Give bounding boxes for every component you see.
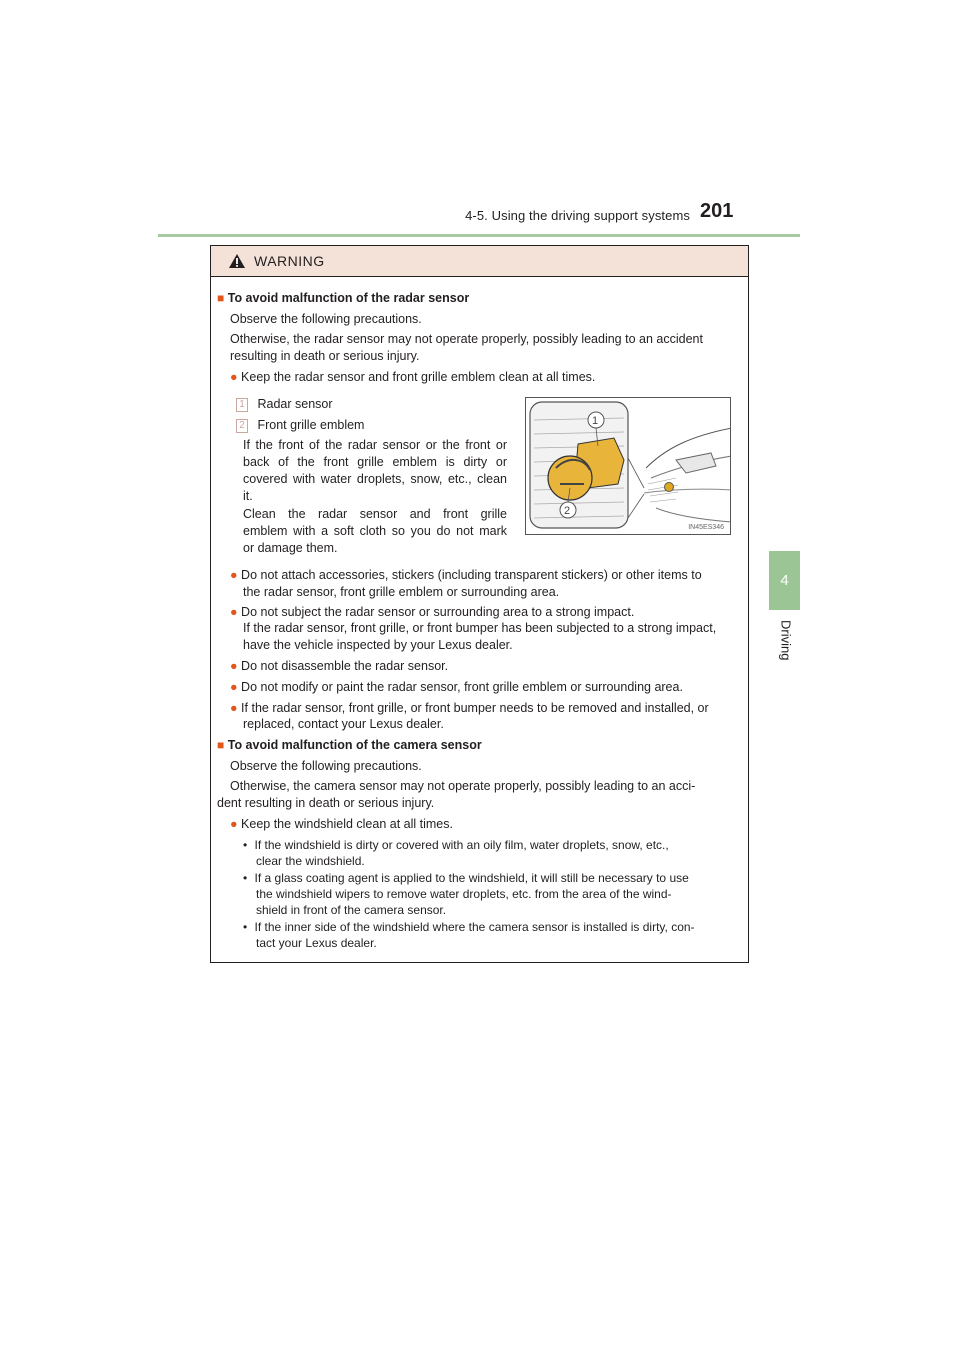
camera-intro-2a: Otherwise, the camera sensor may not operate properly, possibly leading to an acci-: [230, 779, 696, 793]
section-title: 4-5. Using the driving support systems: [465, 208, 690, 223]
camera-keep-clean: ● Keep the windshield clean at all times.: [230, 817, 453, 831]
round-bullet-icon: ●: [230, 659, 238, 673]
radar-sensor-illustration: [526, 398, 731, 535]
radar-intro-1: Observe the following precautions.: [230, 312, 422, 326]
header-divider: [158, 234, 800, 237]
sub-bullet-icon: •: [243, 838, 248, 852]
camera-sub-3: • If the inner side of the windshield where the camera sensor is installed is dirty, con-: [243, 920, 695, 934]
radar-bullet-4: ● Do not modify or paint the radar sensor, front grille emblem or surrounding area.: [230, 680, 683, 694]
figure-label-1: 1: [592, 415, 599, 427]
camera-sub-2: • If a glass coating agent is applied to the windshield, it will still be necessary to use: [243, 871, 689, 885]
radar-bullet-5: ● If the radar sensor, front grille, or front bumper needs to be removed and installed, or: [230, 701, 709, 715]
clean-line-2: emblem with a soft cloth so you do not mark: [243, 524, 507, 538]
radar-bullet-1: ● Do not attach accessories, stickers (including transparent stickers) or other items to: [230, 568, 702, 582]
dirty-line-3: covered with water droplets, snow, etc., clean: [243, 472, 507, 486]
round-bullet-icon: ●: [230, 817, 238, 831]
radar-bullet-1-cont: the radar sensor, front grille emblem or surrounding area.: [243, 585, 560, 599]
chapter-tab[interactable]: 4: [769, 551, 800, 610]
clean-line-1: Clean the radar sensor and front grille: [243, 507, 507, 521]
figure-label-2: 2: [564, 505, 571, 517]
round-bullet-icon: ●: [230, 605, 238, 619]
square-bullet-icon: ■: [217, 738, 225, 752]
callout-radar-sensor: 1 Radar sensor: [236, 396, 333, 413]
clean-line-3: or damage them.: [243, 541, 338, 555]
round-bullet-icon: ●: [230, 370, 238, 384]
camera-intro-2b: dent resulting in death or serious injury.: [217, 796, 435, 810]
radar-sensor-figure: [525, 397, 731, 535]
camera-sub-1: • If the windshield is dirty or covered with an oily film, water droplets, snow, etc.,: [243, 838, 669, 852]
round-bullet-icon: ●: [230, 701, 238, 715]
warning-title: WARNING: [254, 253, 325, 269]
chapter-label: Driving: [778, 620, 794, 661]
radar-intro-2b: resulting in death or serious injury.: [230, 349, 420, 363]
callout-front-grille-emblem: 2 Front grille emblem: [236, 417, 364, 434]
dirty-line-2: back of the front grille emblem is dirty or: [243, 455, 507, 469]
figure-code: IN45ES346: [688, 524, 724, 531]
radar-bullet-2-cont-2: have the vehicle inspected by your Lexus dealer.: [243, 638, 513, 652]
radar-intro-2a: Otherwise, the radar sensor may not operate properly, possibly leading to an accident: [230, 332, 703, 346]
warning-header: [211, 246, 748, 277]
radar-keep-clean: ● Keep the radar sensor and front grille emblem clean at all times.: [230, 370, 596, 384]
camera-heading: ■ To avoid malfunction of the camera sensor: [217, 738, 482, 752]
square-bullet-icon: ■: [217, 291, 225, 305]
dirty-line-1: If the front of the radar sensor or the front or: [243, 438, 507, 452]
camera-sub-2-cont-2: shield in front of the camera sensor.: [256, 903, 447, 917]
round-bullet-icon: ●: [230, 680, 238, 694]
sub-bullet-icon: •: [243, 920, 248, 934]
page-number: 201: [700, 200, 734, 222]
callout-number-1: 1: [236, 398, 248, 412]
round-bullet-icon: ●: [230, 568, 238, 582]
radar-heading: ■ To avoid malfunction of the radar sensor: [217, 291, 470, 305]
radar-bullet-3: ● Do not disassemble the radar sensor.: [230, 659, 449, 673]
warning-triangle-icon: [228, 253, 246, 269]
dirty-line-4: it.: [243, 489, 253, 503]
sub-bullet-icon: •: [243, 871, 248, 885]
camera-intro-1: Observe the following precautions.: [230, 759, 422, 773]
callout-number-2: 2: [236, 419, 248, 433]
camera-sub-3-cont: tact your Lexus dealer.: [256, 936, 377, 950]
camera-sub-2-cont-1: the windshield wipers to remove water droplets, etc. from the area of the wind-: [256, 887, 672, 901]
radar-bullet-2-cont-1: If the radar sensor, front grille, or front bumper has been subjected to a strong impact,: [243, 621, 717, 635]
radar-bullet-2: ● Do not subject the radar sensor or surrounding area to a strong impact.: [230, 605, 635, 619]
radar-bullet-5-cont: replaced, contact your Lexus dealer.: [243, 717, 444, 731]
camera-sub-1-cont: clear the windshield.: [256, 854, 365, 868]
